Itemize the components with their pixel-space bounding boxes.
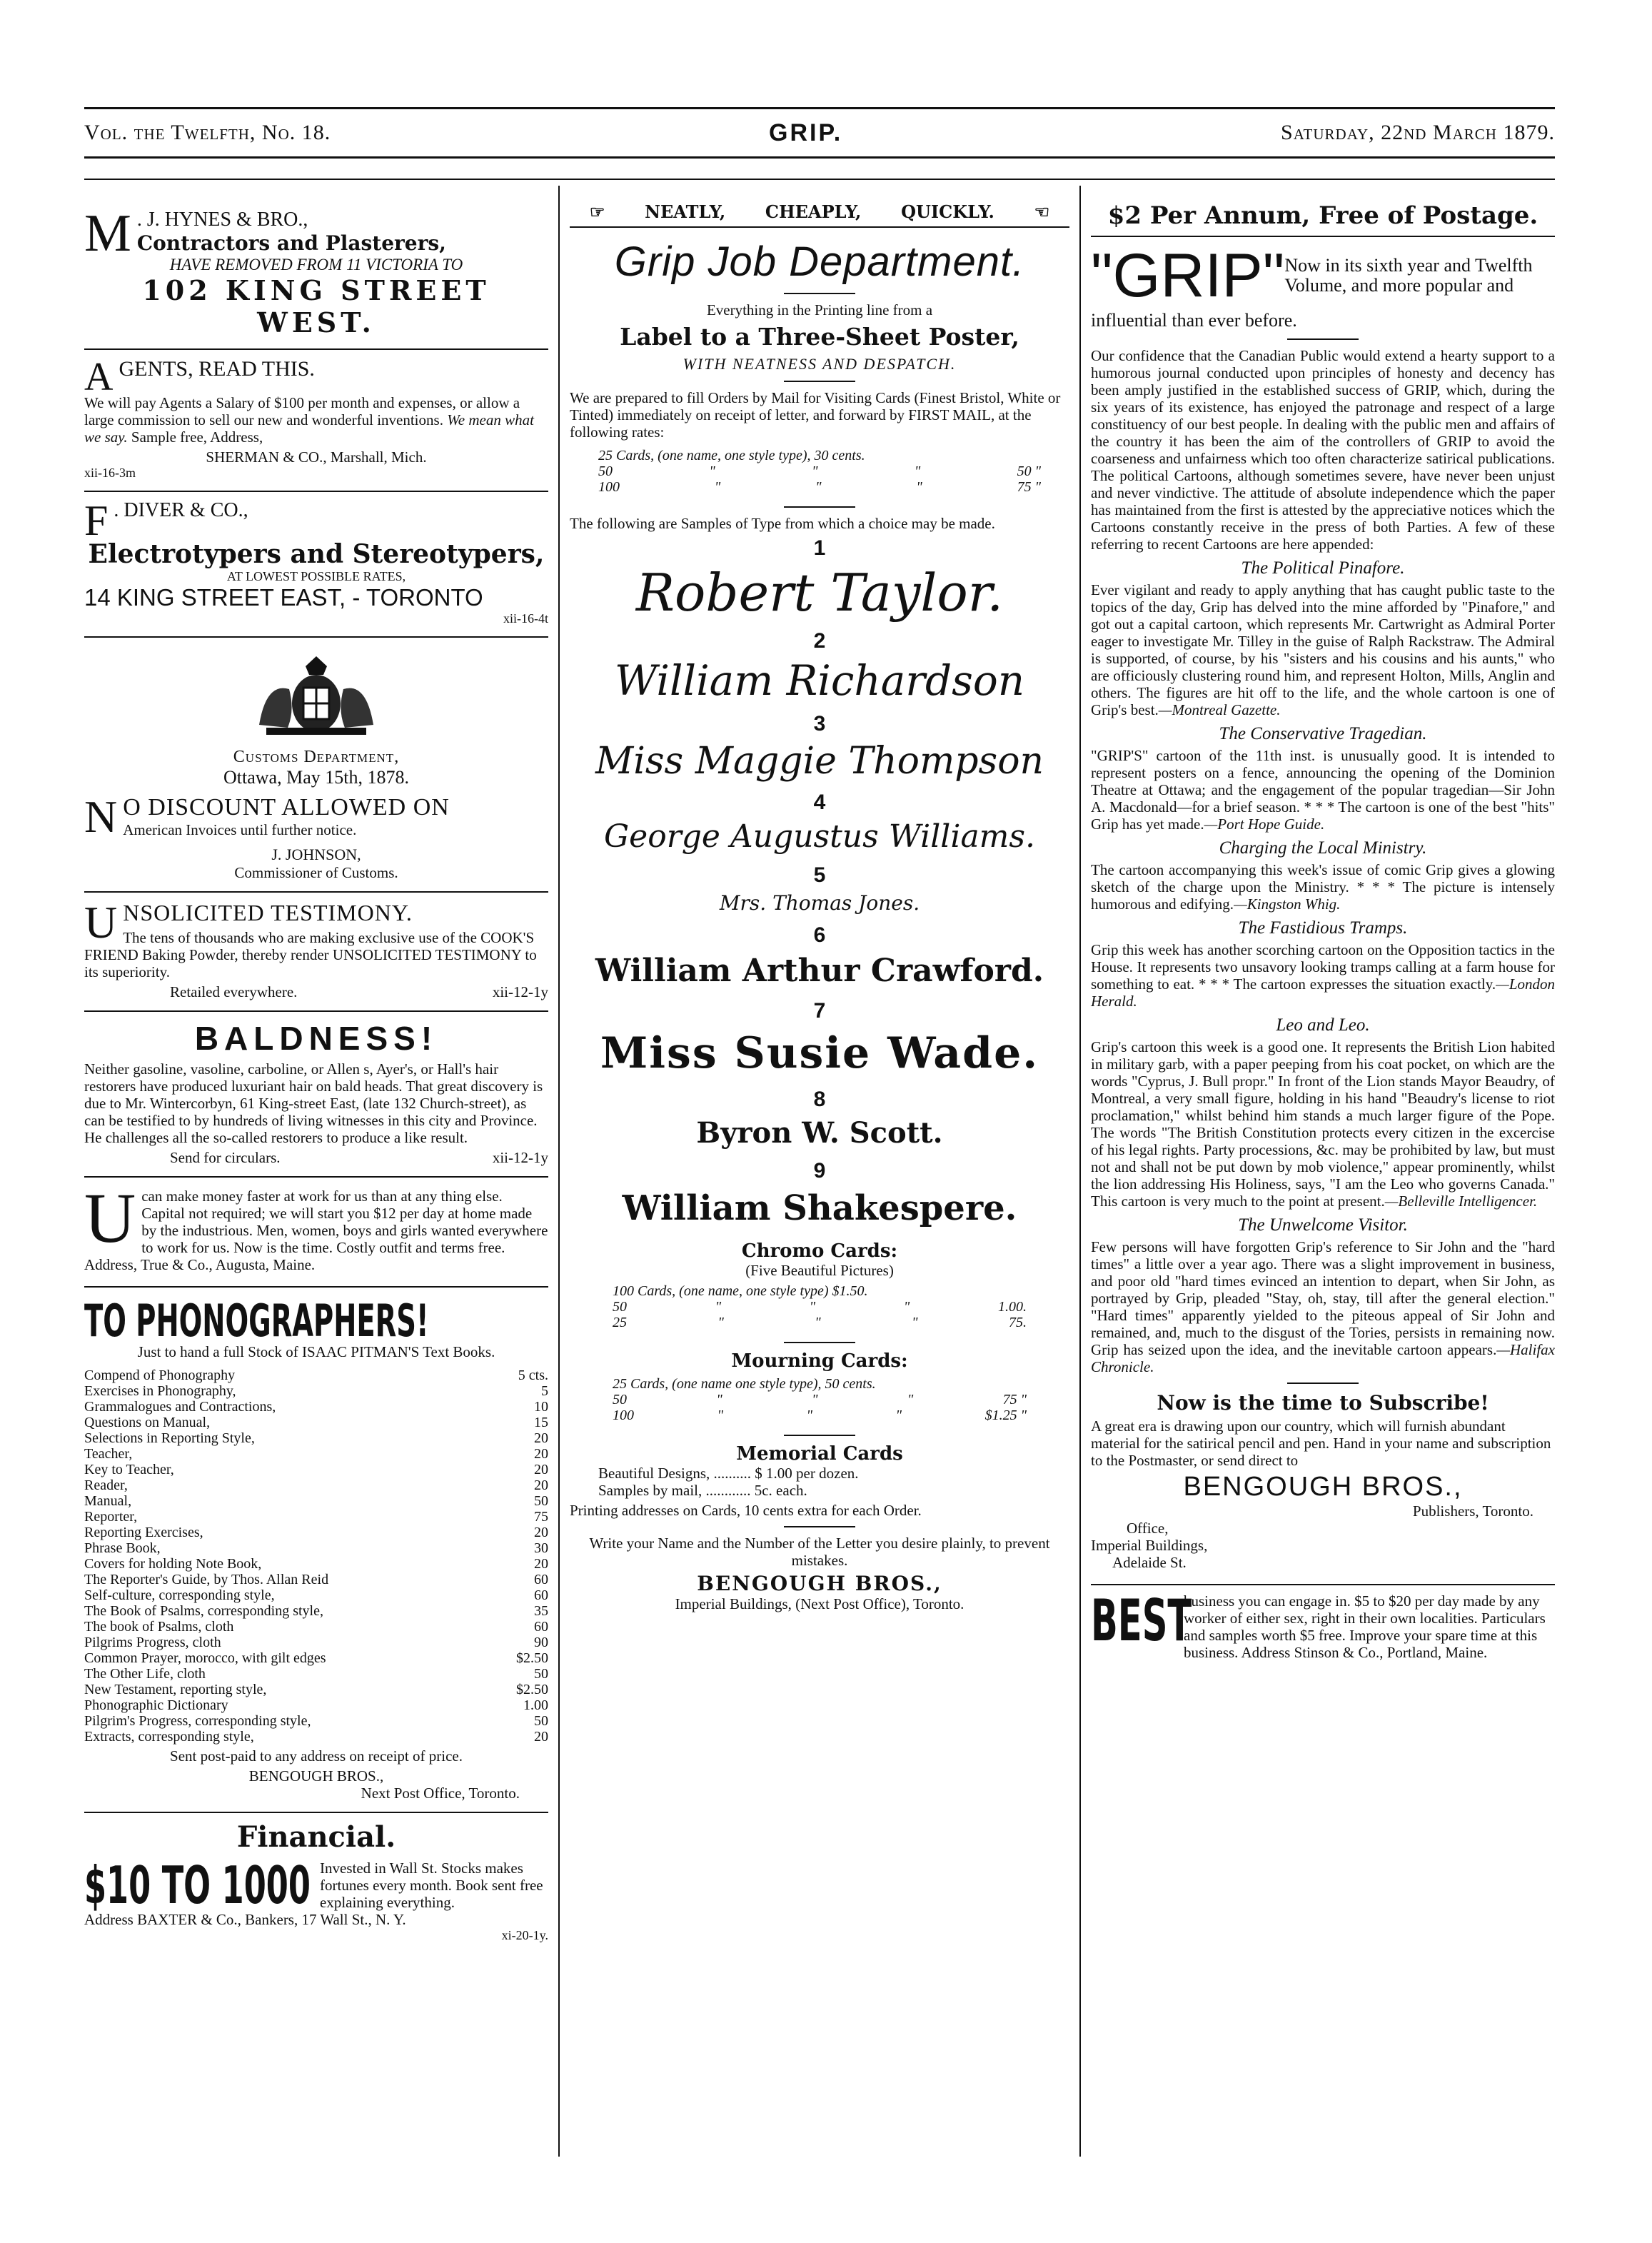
price-list-row	[84, 1446, 548, 1462]
baldness-head: BALDNESS!	[194, 1020, 438, 1057]
pointing-hand-icon: ☜	[1034, 201, 1050, 222]
issue-date: Saturday, 22nd March 1879.	[1281, 121, 1555, 144]
sample-number: 6	[813, 923, 826, 947]
column-left	[84, 201, 548, 2151]
confidence-text: Our confidence that the Canadian Public would extend a hearty support to a humorous journal conducted upon principles of honesty and decency has been amply justified in the established success of GRIP, which, during the six years of its existence, has enjoyed the patronage and respect of a large constituency of our best people. In dealing with the public men and affairs of the country it has been the aim of the controllers of GRIP to avoid the coarseness and unfairness which too often characterize satirical publications. The political Cartoons, although sometimes severe, have never been unjust and never vindictive. The attitude of absolute independence which the paper has maintained from the first is attested by the appreciative notices which the Cartoons constantly receive in the press of both Parties. A few of these referring to recent Cartoons are here appended:	[1091, 347, 1555, 553]
book-price: 50	[534, 1713, 548, 1729]
book-price: $2.50	[516, 1682, 548, 1697]
chromo-rates	[570, 1279, 1069, 1335]
sample-number: 3	[813, 712, 826, 736]
review-text: The cartoon accompanying this week's issue of comic Grip gives a glowing sketch of the charge upon the Ministry. * * * The picture is intensely humorous and edifying.	[1091, 861, 1555, 913]
review-title: Leo and Leo.	[1276, 1015, 1370, 1035]
book-title: Questions on Manual,	[84, 1415, 211, 1430]
book-price: 75	[534, 1509, 548, 1525]
review-body	[1091, 581, 1555, 718]
financial-ad	[84, 1813, 548, 1953]
phonographers-ad	[84, 1288, 548, 1813]
memorial-line: Beautiful Designs, .......... $ 1.00 per dozen.	[598, 1465, 859, 1482]
baldness-foot: Send for circulars.	[170, 1149, 281, 1166]
price-list-row	[84, 1399, 548, 1415]
ditto: "	[716, 1392, 722, 1407]
review-source: —Halifax Chronicle.	[1091, 1341, 1555, 1375]
ditto: "	[912, 1315, 918, 1330]
customs-dept: Customs Department,	[233, 748, 400, 766]
money-body: can make money faster at work for us than at any thing else. Capital not required; we will start you $12 per day at home made by the industrious. Men, women, boys and girls wanted everywhere to work for us. Now is the time. Costly outfit and terms free. Address, True & Co., Augusta, Maine.	[84, 1188, 548, 1273]
book-title: Key to Teacher,	[84, 1462, 174, 1477]
samples-intro: The following are Samples of Type from which a choice may be made.	[570, 515, 995, 532]
book-price: 90	[534, 1635, 548, 1650]
review-body	[1091, 1038, 1555, 1210]
price-list-row	[84, 1462, 548, 1477]
agents-text: We will pay Agents a Salary of $100 per month and expenses, or allow a large commission to sell our new and wonderful inventions.	[84, 394, 520, 428]
memorial-line: Samples by mail, ............ 5c. each.	[598, 1482, 807, 1499]
price-list-row	[84, 1525, 548, 1540]
sample-name: Robert Taylor.	[635, 563, 1004, 623]
job-signature: BENGOUGH BROS.,	[697, 1572, 942, 1595]
price-list-row	[84, 1509, 548, 1525]
customs-sub: American Invoices until further notice.	[123, 821, 357, 838]
phono-head: TO PHONOGRAPHERS!	[84, 1295, 429, 1347]
review-text: Grip this week has another scorching cartoon on the Opposition tactics in the House. It represents two unsavory looking tramps calling at a farm house for something to eat. * * * The cartoon expresses the situation exactly.	[1091, 941, 1555, 993]
book-price: 20	[534, 1477, 548, 1493]
best-ad	[1091, 1584, 1555, 1661]
rate-qty: 100	[598, 479, 620, 495]
price-list-row	[84, 1477, 548, 1493]
book-price: 20	[534, 1430, 548, 1446]
book-title: The book of Psalms, cloth	[84, 1619, 234, 1635]
pointing-hand-icon: ☞	[589, 201, 605, 222]
ditto: "	[717, 1315, 724, 1330]
phono-address: Next Post Office, Toronto.	[361, 1785, 520, 1802]
divider	[784, 1435, 855, 1436]
hynes-name: . J. HYNES & BRO.,	[136, 209, 308, 231]
price-list-row	[84, 1603, 548, 1619]
price-list-row	[84, 1572, 548, 1587]
review-text: Ever vigilant and ready to apply anything that has caught public taste to the topics of the day, Grip has delved into the mine afforded by "Pinafore," and got out a capital cartoon, which represents Mr. Cartwright as Admiral Porter eager to investigate Mr. Tilley in the guise of Ralph Rackstraw. The Admiral is supported, of course, by his "sisters and his cousins and his aunts," who are officiously clustering round him, and represent Holton, Mills, Anglin and others. The figures are hit off to the life, and the whole cartoon is one of Grip's best.	[1091, 581, 1555, 718]
price-list-row	[84, 1650, 548, 1666]
memorial-head: Memorial Cards	[736, 1443, 903, 1465]
banner-word: CHEAPLY,	[765, 201, 862, 222]
book-title: Exercises in Phonography,	[84, 1383, 236, 1399]
rate-price: 75 "	[1017, 479, 1041, 495]
price-list-row	[84, 1713, 548, 1729]
job-title: Grip Job Department.	[614, 239, 1025, 285]
ditto: "	[812, 1392, 818, 1407]
sample-number: 2	[813, 629, 826, 653]
phono-intro: Just to hand a full Stock of ISAAC PITMAN'S Text Books.	[137, 1343, 495, 1360]
price-list	[84, 1368, 548, 1745]
hynes-trade: Contractors and Plasterers,	[136, 231, 446, 255]
book-title: Phrase Book,	[84, 1540, 161, 1556]
price-list-row	[84, 1493, 548, 1509]
press-reviews	[1091, 558, 1555, 1375]
book-title: Compend of Phonography	[84, 1368, 236, 1383]
diver-address: 14 KING STREET EAST, - TORONTO	[84, 584, 483, 611]
price-list-row	[84, 1619, 548, 1635]
book-title: Phonographic Dictionary	[84, 1697, 228, 1713]
sample-number: 1	[813, 536, 826, 560]
ditto: "	[717, 1407, 723, 1423]
rate-price: 75.	[1008, 1315, 1027, 1330]
job-line1: Everything in the Printing line from a	[706, 301, 933, 318]
review-body	[1091, 861, 1555, 913]
sample-name: Mrs. Thomas Jones.	[719, 891, 920, 915]
ditto: "	[916, 479, 922, 495]
sample-name: Miss Susie Wade.	[600, 1028, 1039, 1078]
rate-price: 75 "	[1002, 1392, 1027, 1407]
drop-cap: F	[84, 497, 109, 544]
review-source: —Montreal Gazette.	[1158, 701, 1281, 718]
diver-name: . DIVER & CO.,	[114, 499, 248, 521]
divider	[1287, 1383, 1359, 1384]
price-list-row	[84, 1682, 548, 1697]
newspaper-page	[84, 107, 1555, 2164]
rate-line: 25 Cards, (one name, one style type), 30 cents.	[598, 448, 865, 463]
grip-side: Now in its sixth year and Twelfth Volume, and more popular and	[1284, 255, 1533, 296]
book-title: The Book of Psalms, corresponding style,	[84, 1603, 323, 1619]
book-price: 5 cts.	[518, 1368, 548, 1383]
ad-code: xi-20-1y.	[501, 1928, 548, 1942]
ditto: "	[815, 1315, 821, 1330]
financial-body: Invested in Wall St. Stocks makes fortunes every month. Book sent free explaining everything.	[320, 1860, 543, 1911]
book-price: 50	[534, 1493, 548, 1509]
sample-name: William Arthur Crawford.	[595, 953, 1044, 989]
book-title: Teacher,	[84, 1446, 133, 1462]
ditto: "	[903, 1299, 910, 1315]
divider	[784, 381, 855, 382]
review-text: Few persons will have forgotten Grip's reference to Sir John and the "hard times" a little over a year ago. There was a slight improvement in business, and poor old "hard times evinced an intention to depart, when Sir John, as portrayed by Grip, pleaded "Stay, oh, stay, till after the general election." "Hard times" apparently yielded to the piteous appeal of Sir John and remained, and, much to the disgust of the Tories, persists in remaining now. Grip has seized upon the idea, and the inevitable cartoon appears.	[1091, 1238, 1555, 1358]
cards-intro: We are prepared to fill Orders by Mail for Visiting Cards (Finest Bristol, White or Tinted) immediately on receipt of letter, and forward by FIRST MAIL, at the following rates:	[570, 389, 1061, 441]
baldness-ad	[84, 1012, 548, 1178]
agents-body	[84, 394, 548, 446]
diver-rates: AT LOWEST POSSIBLE RATES,	[226, 569, 406, 583]
subscribe-body: A great era is drawing upon our country, which will furnish abundant material for the satirical pencil and pen. Hand in your name and subscription to the Postmaster, or send direct to	[1091, 1417, 1551, 1469]
book-title: Grammalogues and Contractions,	[84, 1399, 276, 1415]
book-title: Covers for holding Note Book,	[84, 1556, 262, 1572]
book-price: 20	[534, 1556, 548, 1572]
book-title: The Reporter's Guide, by Thos. Allan Reid	[84, 1572, 329, 1587]
price-list-row	[84, 1635, 548, 1650]
ad-code: xii-16-4t	[503, 611, 548, 626]
review-text: "GRIP'S" cartoon of the 11th inst. is unusually good. It is intended to represent posters on a fence, announcing the opening of the Dominion Theatre at Ottawa; and the engagement of the popular tragedian—Sir John A. Macdonald—for a brief season. * * * The cartoon is one of the best "hits" Grip has yet made.	[1091, 747, 1555, 833]
subscription-price: $2 Per Annum, Free of Postage.	[1091, 201, 1555, 237]
price-list-row	[84, 1666, 548, 1682]
book-price: $2.50	[516, 1650, 548, 1666]
mourning-rates	[570, 1372, 1069, 1427]
rate-price: 1.00.	[997, 1299, 1027, 1315]
price-list-row	[84, 1697, 548, 1713]
book-title: Common Prayer, morocco, with gilt edges	[84, 1650, 326, 1666]
rate-qty: 50	[613, 1299, 627, 1315]
divider	[784, 506, 855, 508]
ditto: "	[812, 463, 818, 479]
volume-number: Vol. the Twelfth, No. 18.	[84, 121, 331, 144]
drop-cap: N	[84, 791, 118, 842]
ditto: "	[914, 463, 921, 479]
price-list-row	[84, 1587, 548, 1603]
customs-notice	[84, 638, 548, 893]
rate-price: $1.25 "	[984, 1407, 1027, 1423]
book-price: 60	[534, 1619, 548, 1635]
ad-code: xii-16-3m	[84, 466, 136, 480]
sample-number: 7	[813, 999, 826, 1023]
mourning-head: Mourning Cards:	[731, 1350, 908, 1372]
sample-number: 5	[813, 863, 826, 887]
sample-name: Byron W. Scott.	[696, 1116, 943, 1150]
baldness-body: Neither gasoline, vasoline, carboline, or Allen s, Ayer's, or Hall's hair restorers have produced luxuriant hair on bald heads. That great discovery is due to Mr. Wintercorbyn, 61 King-street East, (late 132 Church-street), as can be testified to by hundreds of living witnesses in this city and Province. He challenges all the so-called restorers to produce a like result.	[84, 1060, 543, 1146]
grip-logo: "GRIP"	[1091, 241, 1285, 310]
drop-cap: M	[84, 204, 131, 263]
job-line3: WITH NEATNESS AND DESPATCH.	[683, 355, 957, 373]
agents-text-2: Sample free, Address,	[131, 428, 263, 446]
money-ad	[84, 1178, 548, 1288]
review-title: The Unwelcome Visitor.	[1238, 1215, 1408, 1235]
agents-head: GENTS, READ THIS.	[119, 357, 315, 381]
best-big: BEST	[1091, 1587, 1192, 1654]
royal-coat-of-arms-icon	[238, 653, 395, 739]
agents-ad	[84, 350, 548, 492]
rate-qty: 25	[613, 1315, 627, 1330]
drop-cap: U	[84, 1178, 136, 1258]
price-list-row	[84, 1430, 548, 1446]
grip-line: influential than ever before.	[1091, 310, 1297, 331]
price-list-row	[84, 1415, 548, 1430]
review-title: The Fastidious Tramps.	[1238, 918, 1408, 938]
book-price: 1.00	[523, 1697, 548, 1713]
customs-signature: J. JOHNSON,	[271, 845, 361, 863]
phono-signature: BENGOUGH BROS.,	[248, 1767, 384, 1785]
financial-head: Financial.	[236, 1820, 396, 1854]
book-price: 20	[534, 1462, 548, 1477]
sample-number: 8	[813, 1088, 826, 1111]
rate-qty: 50	[613, 1392, 627, 1407]
chromo-head: Chromo Cards:	[741, 1240, 898, 1262]
unsolicited-body: The tens of thousands who are making exclusive use of the COOK'S FRIEND Baking Powder, thereby render UNSOLICITED TESTIMONY to its superiority.	[84, 929, 537, 980]
book-title: New Testament, reporting style,	[84, 1682, 267, 1697]
sample-name: George Augustus Williams.	[604, 818, 1035, 855]
book-price: 20	[534, 1525, 548, 1540]
diver-trade: Electrotypers and Stereotypers,	[88, 539, 545, 569]
rate-qty: 100	[613, 1407, 634, 1423]
unsolicited-ad	[84, 893, 548, 1012]
review-title: Charging the Local Ministry.	[1219, 838, 1427, 858]
review-body	[1091, 1238, 1555, 1375]
review-title: The Political Pinafore.	[1241, 558, 1405, 578]
page-header	[84, 107, 1555, 159]
unsolicited-foot: Retailed everywhere.	[170, 983, 298, 1000]
divider	[1287, 338, 1359, 340]
sample-name: William Richardson	[614, 656, 1025, 705]
book-price: 60	[534, 1587, 548, 1603]
book-title: Reporter,	[84, 1509, 138, 1525]
job-address: Imperial Buildings, (Next Post Office), Toronto.	[675, 1595, 964, 1612]
book-price: 15	[534, 1415, 548, 1430]
ditto: "	[709, 463, 715, 479]
rate-price: 50 "	[1017, 463, 1041, 479]
book-title: Reporting Exercises,	[84, 1525, 203, 1540]
diver-ad	[84, 492, 548, 638]
agents-signature: SHERMAN & CO., Marshall, Mich.	[206, 448, 427, 466]
book-title: Self-culture, corresponding style,	[84, 1587, 275, 1603]
job-line2: Label to a Three-Sheet Poster,	[620, 323, 1019, 351]
chromo-sub: (Five Beautiful Pictures)	[745, 1262, 894, 1279]
price-list-row	[84, 1556, 548, 1572]
review-source: —London Herald.	[1091, 975, 1555, 1010]
book-price: 20	[534, 1446, 548, 1462]
ditto: "	[714, 479, 721, 495]
book-price: 10	[534, 1399, 548, 1415]
book-price: 60	[534, 1572, 548, 1587]
banner-word: QUICKLY.	[901, 201, 994, 222]
customs-role: Commissioner of Customs.	[234, 864, 398, 881]
review-text: Grip's cartoon this week is a good one. It represents the British Lion habited in military garb, with a paper peeping from his coat pocket, on which are the words "Cyprus, J. Bull propr." In front of the Lion stands Mayor Beaudry, of Montreal, a very small figure, holding in his hand "Beaudry's license to riot proclamation," whilst behind him stands a much larger figure of the Pope. The words "The British Constitution protects every citizen in the excercise of his legal rights. Party processions, &c. may be prohibited by law, but must not and shall not be put down by mob violence," appear prominently, whilst the lion addressing His Holiness, says, "I am the Leo who governs Canada." This cartoon is very much to the point at present.	[1091, 1038, 1555, 1210]
financial-big: $10 TO 1000	[84, 1855, 311, 1915]
column-rule	[1079, 186, 1081, 2157]
review-title: The Conservative Tragedian.	[1219, 724, 1427, 743]
hynes-address: 102 KING STREET WEST.	[142, 274, 490, 338]
memorial-line: Printing addresses on Cards, 10 cents extra for each Order.	[570, 1502, 922, 1519]
sample-name: William Shakespere.	[622, 1188, 1017, 1228]
divider	[784, 1526, 855, 1527]
visiting-rates	[570, 443, 1069, 499]
header-rule	[84, 179, 1555, 180]
sample-name: Miss Maggie Thompson	[595, 740, 1044, 783]
ad-code: xii-12-1y	[492, 983, 548, 1000]
ditto: "	[895, 1407, 902, 1423]
job-banner	[570, 201, 1069, 228]
column-right	[1091, 201, 1555, 2151]
best-body: business you can engage in. $5 to $20 per day made by any worker of either sex, right in their own localities. Particulars and samples worth $5 free. Improve your spare time at this business. Address Stinson & Co., Portland, Maine.	[1184, 1592, 1546, 1661]
divider	[784, 1342, 855, 1343]
write-note: Write your Name and the Number of the Letter you desire plainly, to prevent mistakes.	[589, 1535, 1050, 1569]
ad-code: xii-12-1y	[492, 1149, 548, 1166]
book-title: Pilgrim's Progress, corresponding style,	[84, 1713, 311, 1729]
book-price: 50	[534, 1666, 548, 1682]
review-body	[1091, 747, 1555, 833]
unsolicited-head: NSOLICITED TESTIMONY.	[123, 900, 413, 925]
price-list-row	[84, 1540, 548, 1556]
subscribe-head: Now is the time to Subscribe!	[1157, 1391, 1489, 1415]
office: Imperial Buildings,	[1091, 1537, 1208, 1554]
price-list-row	[84, 1383, 548, 1399]
rate-qty: 50	[598, 463, 613, 479]
review-source: —Kingston Whig.	[1234, 895, 1341, 913]
hynes-ad	[84, 201, 548, 350]
drop-cap: U	[84, 897, 118, 948]
book-title: Extracts, corresponding style,	[84, 1729, 254, 1745]
hynes-moved: HAVE REMOVED FROM 11 VICTORIA TO	[169, 256, 463, 274]
book-price: 5	[541, 1383, 548, 1399]
agents-emphasis: We mean what we say.	[84, 411, 534, 446]
review-body	[1091, 941, 1555, 1010]
ditto: "	[806, 1407, 812, 1423]
book-title: Selections in Reporting Style,	[84, 1430, 255, 1446]
review-source: —Port Hope Guide.	[1204, 816, 1325, 833]
column-rule	[558, 186, 560, 2157]
review-source: —Belleville Intelligencer.	[1384, 1193, 1538, 1210]
sample-number: 4	[813, 791, 826, 814]
customs-place: Ottawa, May 15th, 1878.	[223, 767, 409, 788]
publishers: Publishers, Toronto.	[1412, 1502, 1533, 1520]
ditto: "	[907, 1392, 914, 1407]
book-title: The Other Life, cloth	[84, 1666, 206, 1682]
book-price: 35	[534, 1603, 548, 1619]
book-title: Manual,	[84, 1493, 132, 1509]
rate-line: 25 Cards, (one name one style type), 50 cents.	[613, 1376, 876, 1392]
subscribe-signature: BENGOUGH BROS.,	[1183, 1472, 1463, 1502]
divider	[784, 293, 855, 294]
financial-address: Address BAXTER & Co., Bankers, 17 Wall St., N. Y.	[84, 1911, 406, 1928]
banner-word: NEATLY,	[645, 201, 726, 222]
drop-cap: A	[84, 355, 114, 399]
office: Office,	[1127, 1520, 1169, 1537]
book-price: 30	[534, 1540, 548, 1556]
phono-foot: Sent post-paid to any address on receipt of price.	[170, 1747, 463, 1765]
book-title: Reader,	[84, 1477, 128, 1493]
rate-line: 100 Cards, (one name, one style type) $1.50.	[613, 1283, 868, 1299]
office: Adelaide St.	[1112, 1554, 1187, 1571]
book-price: 20	[534, 1729, 548, 1745]
masthead-title: GRIP.	[769, 119, 843, 146]
price-list-row	[84, 1729, 548, 1745]
sample-number: 9	[813, 1159, 826, 1183]
customs-head: O DISCOUNT ALLOWED ON	[123, 794, 450, 821]
price-list-row	[84, 1368, 548, 1383]
column-center	[570, 201, 1069, 2151]
ditto: "	[715, 1299, 722, 1315]
book-title: Pilgrims Progress, cloth	[84, 1635, 221, 1650]
ditto: "	[809, 1299, 816, 1315]
ditto: "	[815, 479, 822, 495]
